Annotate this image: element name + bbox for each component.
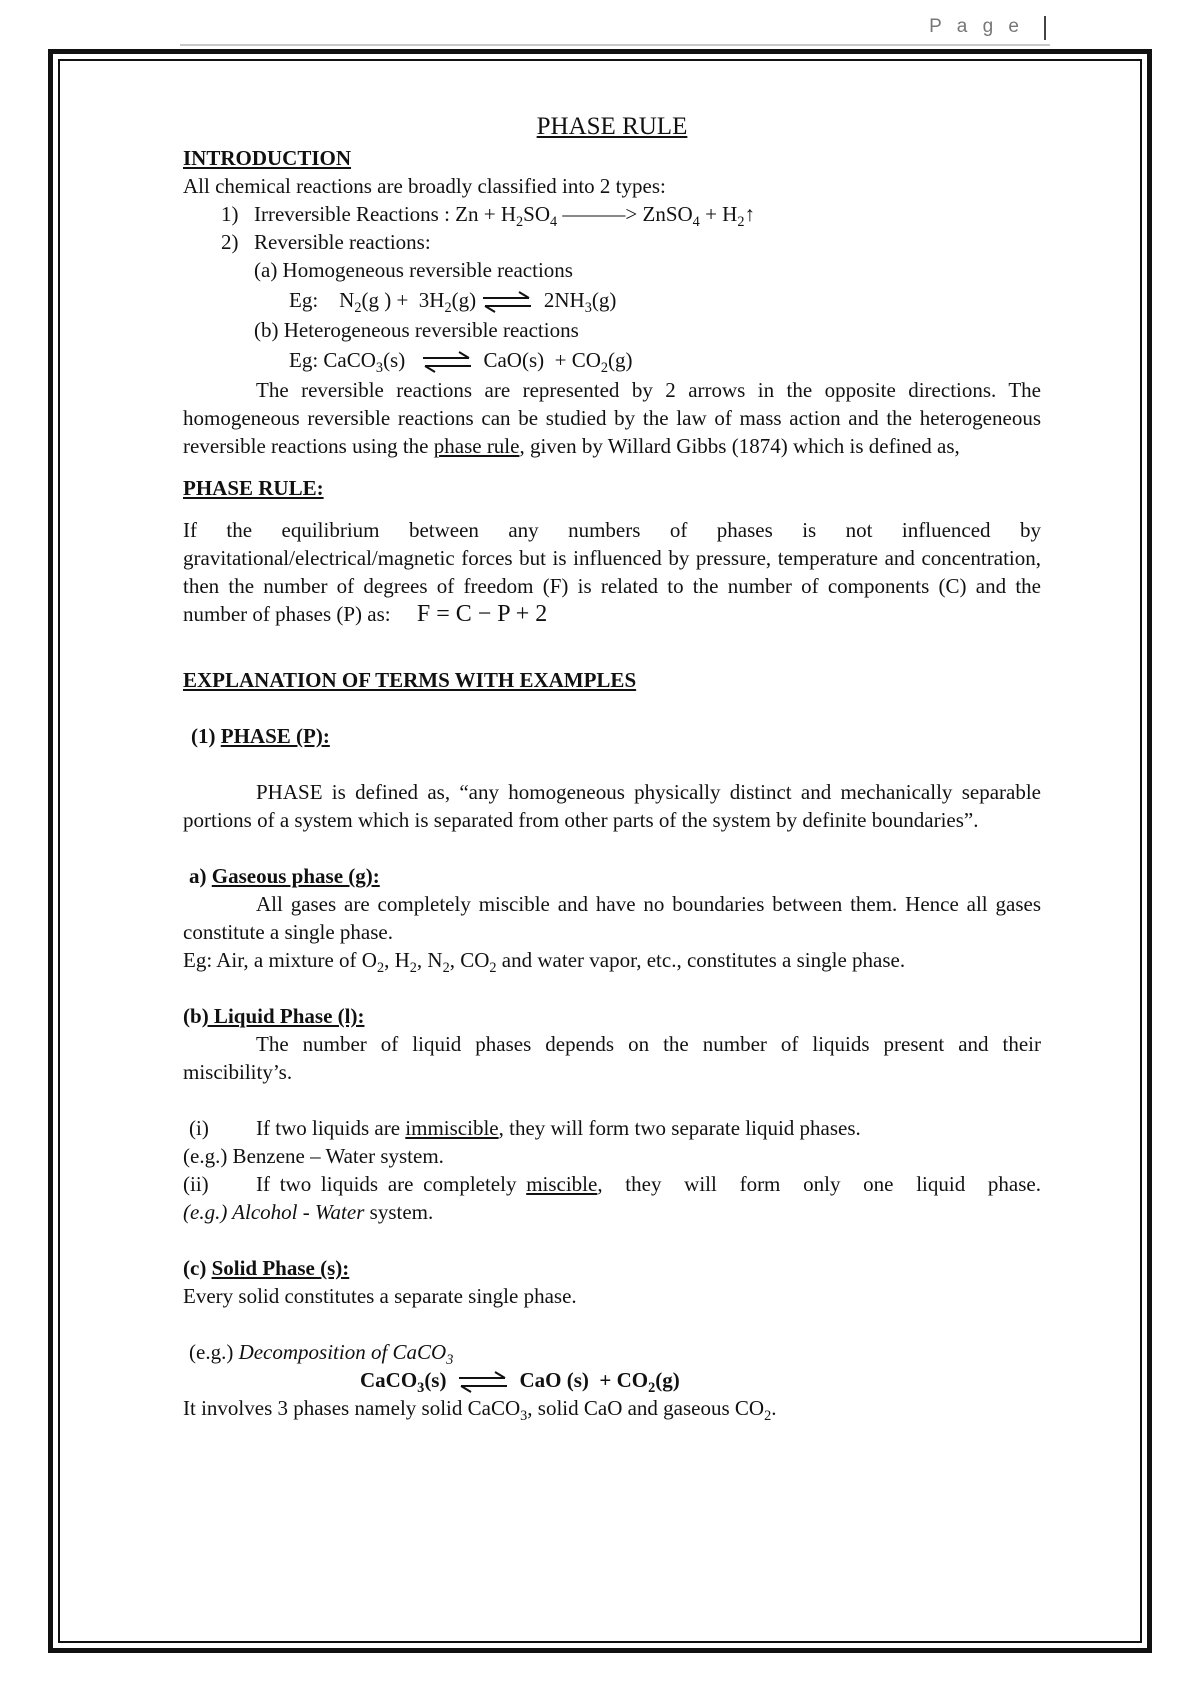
gaseous-phase-text: All gases are completely miscible and have no boundaries between them. Hence all gases constitute a single phase.	[183, 892, 1041, 944]
intro-paragraph: The reversible reactions are represented by 2 arrows in the opposite directions. The homogeneous reversible reactions can be studied by the law of mass action and the heterogeneous reversible reactions using the phase rule, given by Willard Gibbs (1874) which is defined as,	[183, 378, 1041, 458]
gaseous-phase-example: Eg: Air, a mixture of $O_2$, $H_2$, $N_2$, $CO_2$ and water vapor, etc., constitutes a single phase.	[183, 948, 906, 977]
page-header	[180, 14, 1050, 46]
page-label: P a g e	[929, 16, 1024, 37]
intro-item-1: 1) Irreversible Reactions : $Zn + H_2SO_4$ ———> ZnSO$_4$ + $H_2↑$	[221, 202, 755, 231]
heterogeneous-example: Eg: CaCO$_3$(s) $CaO(s) + CO_2(g)$	[289, 348, 633, 377]
intro-text: All chemical reactions are broadly classified into 2 types:	[183, 174, 666, 198]
homogeneous-label: (a) Homogeneous reversible reactions	[254, 258, 573, 282]
phase-rule-formula: F = C − P + 2	[416, 601, 548, 627]
phase-heading: (1) PHASE (P):	[191, 724, 330, 748]
phase-definition: PHASE is defined as, “any homogeneous physically distinct and mechanically separable portions of a system which is separated from other parts of the system by definite boundaries”.	[183, 780, 1041, 832]
homogeneous-example: Eg: $N_2(g$ ) + $3H_2(g)$ $2NH_3(g)$	[289, 288, 617, 317]
explanation-heading: EXPLANATION OF TERMS WITH EXAMPLES	[183, 668, 637, 692]
phase-rule-text: If the equilibrium between any numbers of phases is not influenced by gravitational/electrical/magnetic forces but is influenced by pressure, temperature and concentration, then the number of degrees of freedom (F) is related to the number of components (C) and the number of phases (P) as: F = C − P + 2	[183, 518, 1041, 627]
intro-item-2: 2) Reversible reactions:	[221, 230, 431, 254]
liquid-case-i: (i) If two liquids are immiscible, they will form two separate liquid phases.	[189, 1116, 861, 1140]
equilibrium-arrow-icon	[421, 351, 473, 373]
equilibrium-arrow-icon	[457, 1371, 509, 1393]
page-title: PHASE RULE	[536, 113, 688, 140]
intro-heading: INTRODUCTION	[183, 146, 352, 170]
solid-phase-heading: (c) Solid Phase (s):	[183, 1256, 350, 1280]
liquid-phase-heading: (b) Liquid Phase (l):	[183, 1004, 365, 1028]
phase-rule-heading: PHASE RULE:	[183, 476, 324, 500]
equilibrium-arrow-icon	[481, 291, 533, 313]
liquid-case-ii: (ii) If two liquids are completely miscible, they will form only one liquid phase.	[183, 1172, 1041, 1196]
solid-conclusion: It involves 3 phases namely solid CaCO$_3$, solid CaO and gaseous $CO_2$.	[183, 1396, 777, 1425]
heterogeneous-label: (b) Heterogeneous reversible reactions	[254, 318, 579, 342]
page-number-divider	[1044, 16, 1046, 40]
solid-phase-text: Every solid constitutes a separate single phase.	[183, 1284, 577, 1308]
liquid-example-1: (e.g.) Benzene – Water system.	[183, 1144, 444, 1168]
gaseous-phase-heading: a) Gaseous phase (g):	[189, 864, 380, 888]
solid-example: (e.g.) Decomposition of CaCO$_3$	[189, 1340, 454, 1369]
document-body	[183, 110, 1041, 1425]
liquid-example-2: (e.g.) Alcohol - Water system.	[183, 1200, 434, 1224]
liquid-phase-text: The number of liquid phases depends on the number of liquids present and their miscibility’s.	[183, 1032, 1041, 1084]
solid-reaction: CaCO$_3$(s) CaO $(s) + CO_2(g)$	[360, 1368, 680, 1397]
